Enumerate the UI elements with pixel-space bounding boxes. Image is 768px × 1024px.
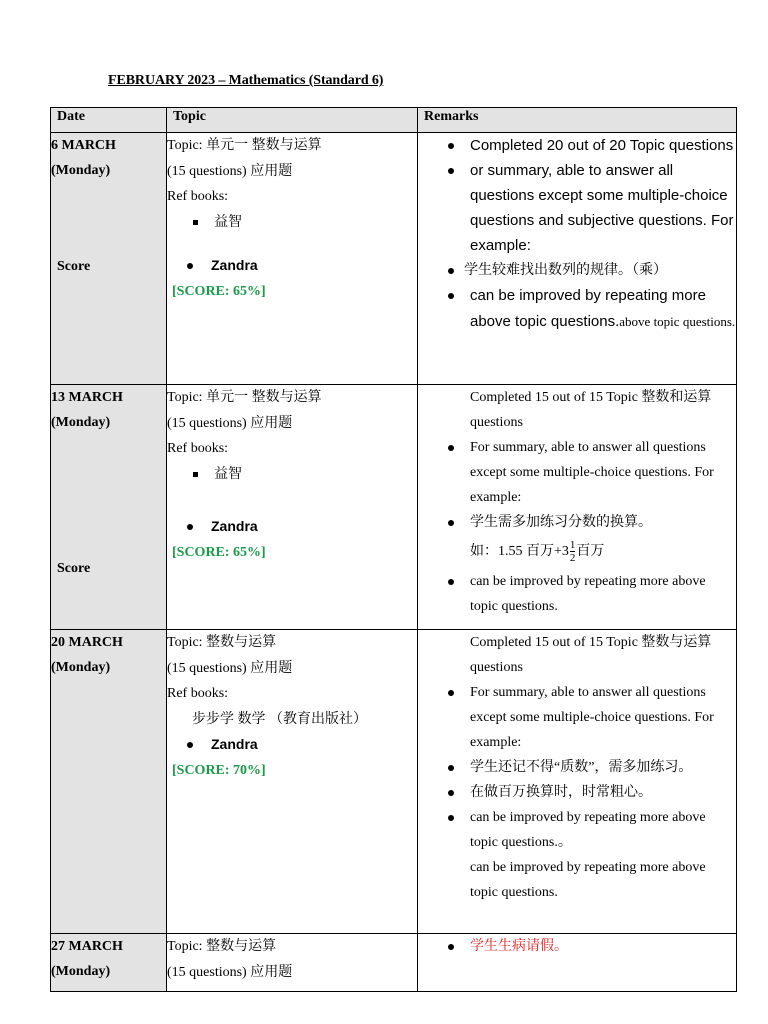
question-count: (15 questions) 应用题	[167, 415, 293, 431]
score-label: Score	[57, 259, 91, 274]
header-remarks: Remarks	[418, 108, 737, 133]
date: 6 MARCH	[51, 138, 116, 153]
ref-books-label: Ref books:	[167, 686, 229, 701]
remark-item: Completed 15 out of 15 Topic 整数和运算 questions	[470, 390, 712, 430]
table-row	[51, 385, 737, 630]
date: 13 MARCH	[51, 390, 123, 405]
day: (Monday)	[51, 660, 111, 675]
topic-cell	[167, 385, 418, 630]
score-value: [SCORE: 65%]	[172, 544, 266, 560]
date-cell	[51, 934, 167, 992]
remark-item: Completed 20 out of 20 Topic questions	[418, 133, 736, 158]
topic-cell	[167, 934, 418, 992]
bullet-icon	[187, 742, 193, 748]
bullet-icon	[187, 524, 193, 530]
header-date: Date	[51, 108, 167, 133]
table-row	[51, 934, 737, 992]
remark-item: 学生需多加练习分数的换算。	[418, 510, 736, 535]
question-count: (15 questions) 应用题	[167, 964, 293, 980]
topic-text: Topic: 单元一 整数与运算	[167, 390, 322, 405]
remarks-cell	[418, 934, 737, 992]
remarks-cell	[418, 385, 737, 630]
ref-book-item: 步步学 数学 （教育出版社）	[192, 711, 367, 727]
question-count: (15 questions) 应用题	[167, 163, 293, 179]
ref-books-label: Ref books:	[167, 189, 229, 204]
remark-item: 学生较难找出数列的规律。（乘）	[418, 258, 736, 283]
student-name: Zandra	[167, 732, 417, 758]
topic-text: Topic: 整数与运算	[167, 939, 277, 954]
remark-item: 在做百万换算时，时常粗心。	[418, 780, 736, 805]
remark-item: 如：1.55 百万+3 $\frac{1}{2}$ 百万	[470, 539, 605, 565]
header-row	[51, 108, 737, 133]
student-name: Zandra	[167, 253, 417, 279]
day: (Monday)	[51, 964, 111, 979]
square-bullet-icon	[193, 472, 198, 477]
document-title: FEBRUARY 2023 – Mathematics (Standard 6)	[108, 73, 384, 88]
remark-item: For summary, able to answer all questions except some multiple-choice questions. For example:	[418, 680, 736, 755]
remark-item: can be improved by repeating more above topic questions.	[470, 860, 706, 900]
date: 27 MARCH	[51, 939, 123, 954]
progress-table	[50, 107, 737, 992]
ref-book-item: 益智	[167, 462, 417, 488]
remark-item: 学生生病请假。	[418, 934, 736, 959]
header-topic: Topic	[167, 108, 418, 133]
bullet-icon	[187, 263, 193, 269]
ref-book-item: 益智	[167, 210, 417, 236]
student-name: Zandra	[167, 514, 417, 540]
remark-item: Completed 15 out of 15 Topic 整数与运算 questions	[470, 635, 712, 675]
remark-item: can be improved by repeating more above topic questions.	[418, 569, 736, 619]
topic-text: Topic: 单元一 整数与运算	[167, 138, 322, 153]
topic-cell	[167, 133, 418, 385]
fraction: $\frac{1}{2}$	[569, 539, 576, 565]
date-cell	[51, 630, 167, 934]
remark-item: can be improved by repeating more above topic questions.。	[418, 805, 736, 855]
score-value: [SCORE: 65%]	[172, 283, 266, 299]
topic-cell	[167, 630, 418, 934]
score-label: Score	[57, 561, 91, 576]
remark-item: can be improved by repeating more above topic questions.above topic questions.	[418, 283, 736, 335]
date: 20 MARCH	[51, 635, 123, 650]
square-bullet-icon	[193, 220, 198, 225]
remark-item: or summary, able to answer all questions except some multiple-choice questions and subjective questions. For example:	[418, 158, 736, 258]
ref-books-label: Ref books:	[167, 441, 229, 456]
date-cell	[51, 385, 167, 630]
score-value: [SCORE: 70%]	[172, 762, 266, 778]
remark-item: 学生还记不得“质数”，需多加练习。	[418, 755, 736, 780]
remark-item: For summary, able to answer all questions except some multiple-choice questions. For example:	[418, 435, 736, 510]
question-count: (15 questions) 应用题	[167, 660, 293, 676]
table-row	[51, 630, 737, 934]
day: (Monday)	[51, 415, 111, 430]
day: (Monday)	[51, 163, 111, 178]
remarks-cell	[418, 630, 737, 934]
topic-text: Topic: 整数与运算	[167, 635, 277, 650]
remarks-cell	[418, 133, 737, 385]
table-row	[51, 133, 737, 385]
date-cell	[51, 133, 167, 385]
